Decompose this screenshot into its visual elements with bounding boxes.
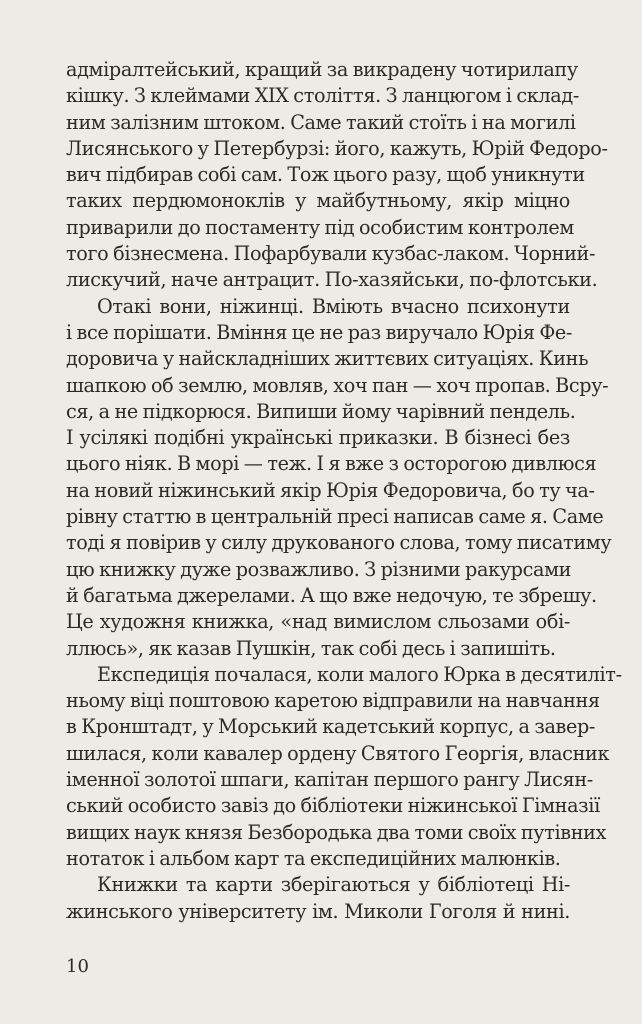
- text-line: вищих наук князя Безбородька два томи своїх путівних: [66, 820, 607, 844]
- text-line: і все порішати. Вміння це не раз виручало Юрія Фе-: [66, 320, 573, 344]
- text-line: в Кронштадт, у Морський кадетський корпус, а завер-: [66, 715, 596, 739]
- text-line: адміралтейський, кращий за викрадену чотирилапу: [66, 58, 578, 81]
- text-line: шилася, коли кавалер ордену Святого Георгія, власник: [66, 741, 610, 765]
- text-line: нотаток і альбом карт та експедиційних малюнків.: [66, 846, 561, 870]
- text-line: жинського університету ім. Миколи Гоголя й нині.: [66, 899, 570, 923]
- text-line: Експедиція почалася, коли малого Юрка в десятиліт-: [97, 662, 622, 686]
- text-line: кішку. З клеймами XIX століття. З ланцюгом і склад-: [66, 84, 579, 108]
- text-line: ся, а не підкорюся. Випиши йому чарівний пендель.: [66, 399, 576, 423]
- text-line: ллюсь», як казав Пушкін, так собі десь і запишіть.: [66, 636, 556, 660]
- text-line: на новий ніжинський якір Юрія Федоровича, бо ту ча-: [66, 478, 595, 502]
- text-line: шапкою об землю, мовляв, хоч пан — хоч пропав. Всру-: [66, 373, 609, 397]
- text-line: іменної золотої шпаги, капітан першого рангу Лисян-: [66, 768, 593, 792]
- text-line: лискучий, наче антрацит. По-хазяйськи, по-флотськи.: [66, 268, 598, 292]
- text-line: ський особисто завіз до бібліотеки ніжинської Гімназії: [66, 794, 600, 818]
- text-line: приварили до постаменту під особистим контролем: [66, 215, 574, 239]
- text-line: Це художня книжка, «над вимислом сльозами обі-: [66, 610, 570, 634]
- text-line: й багатьма джерелами. А що вже недочую, те збрешу.: [66, 583, 597, 607]
- text-line: того бізнесмена. Пофарбували кузбас-лаком. Чорний-: [66, 242, 596, 266]
- text-line: тоді я повірив у силу друкованого слова, тому писатиму: [66, 531, 612, 555]
- text-line: цього ніяк. В морі — теж. І я вже з осторогою дивлюся: [66, 452, 597, 476]
- text-line: І усілякі подібні українські приказки. В бізнесі без: [66, 426, 570, 450]
- page-number: 10: [66, 956, 89, 977]
- body-text: [66, 57, 622, 925]
- text-line: ньому віці поштовою каретою відправили на навчання: [66, 689, 600, 713]
- text-line: цю книжку дуже розважливо. З різними ракурсами: [66, 557, 572, 581]
- text-line: Отакі вони, ніжинці. Вміють вчасно психонути: [97, 294, 570, 318]
- text-line: рівну статтю в центральній пресі написав саме я. Саме: [66, 505, 604, 529]
- text-line: ним залізним штоком. Саме такий стоїть і на могилі: [66, 110, 576, 134]
- text-line: вич підбирав собі сам. Тож цього разу, щоб уникнути: [66, 163, 585, 187]
- text-line: таких пердюмоноклів у майбутньому, якір міцно: [66, 189, 570, 213]
- text-line: Лисянського у Петербурзі: його, кажуть, Юрій Федоро-: [66, 136, 608, 160]
- text-line: Книжки та карти зберігаються у бібліотеці Ні-: [97, 873, 570, 897]
- text-line: доровича у найскладніших життєвих ситуаціях. Кинь: [66, 347, 589, 371]
